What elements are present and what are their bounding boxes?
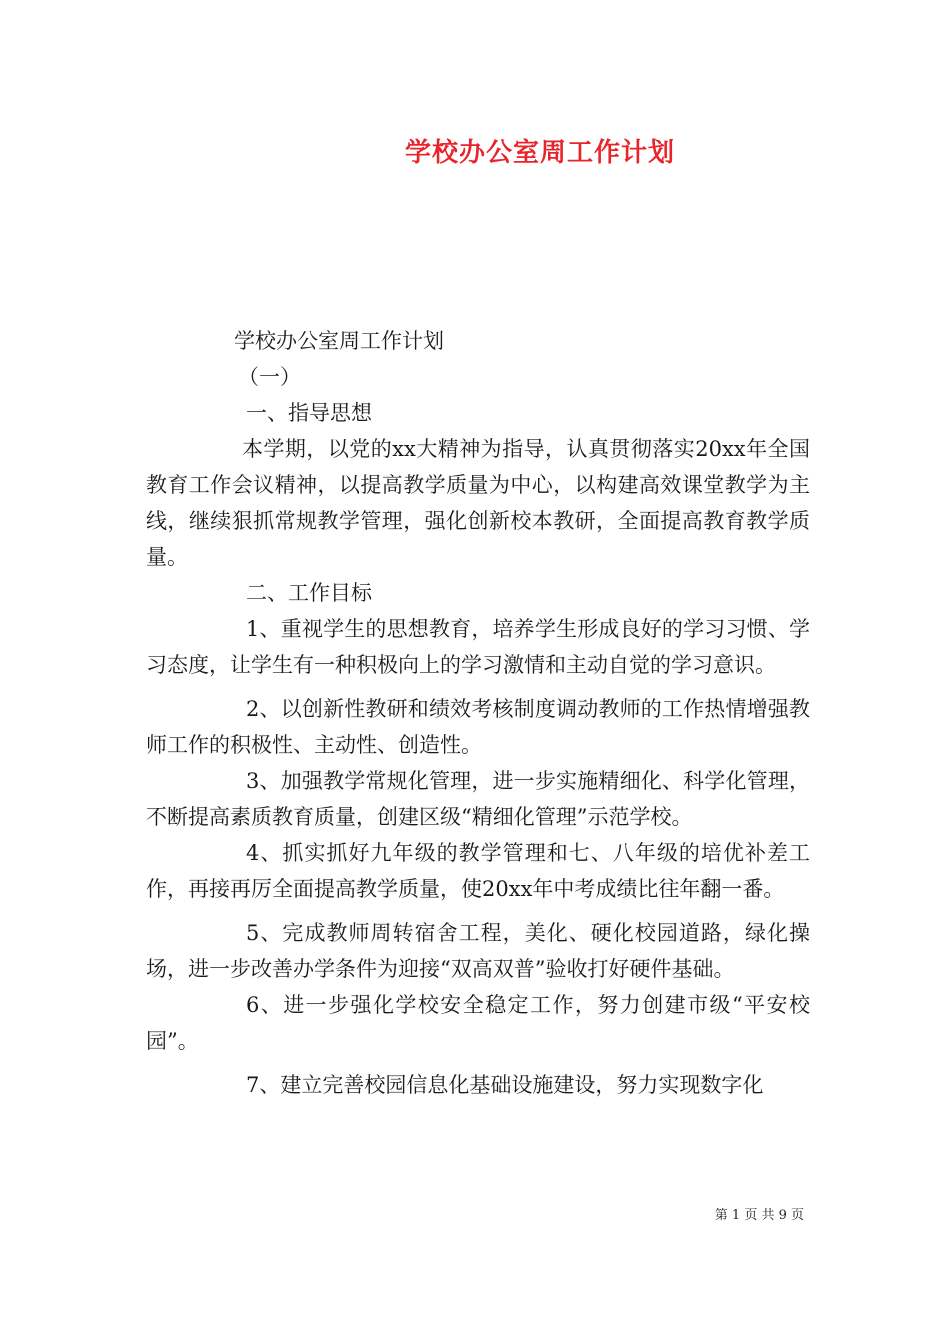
- goal-item: 2、以创新性教研和绩效考核制度调动教师的工作热情增强教师工作的积极性、主动性、创造性。: [146, 697, 810, 757]
- goal-item: 7、建立完善校园信息化基础设施建设，努力实现数字化: [246, 1073, 764, 1097]
- section-heading: 二、工作目标: [246, 581, 372, 605]
- document-title: 学校办公室周工作计划: [404, 138, 675, 168]
- goal-item: 3、加强教学常规化管理，进一步实施精细化、科学化管理，不断提高素质教育质量，创建区级“精细化管理”示范学校。: [146, 769, 810, 829]
- goal-item: 5、完成教师周转宿舍工程，美化、硬化校园道路，绿化操场，进一步改善办学条件为迎接“双高双普”验收打好硬件基础。: [146, 921, 810, 981]
- goal-item: 4、抓实抓好九年级的教学管理和七、八年级的培优补差工作，再接再厉全面提高教学质量，使20xx年中考成绩比往年翻一番。: [146, 841, 810, 901]
- document-subtitle: 学校办公室周工作计划: [234, 329, 444, 353]
- document-body: [146, 323, 810, 1103]
- section-heading: 一、指导思想: [246, 401, 372, 425]
- section-paragraph: 本学期，以党的xx大精神为指导，认真贯彻落实20xx年全国教育工作会议精神，以提高教学质量为中心，以构建高效课堂教学为主线，继续狠抓常规教学管理，强化创新校本教研，全面提高教育教学质量。: [146, 437, 810, 569]
- goal-item: 6、进一步强化学校安全稳定工作，努力创建市级“平安校园”。: [146, 993, 810, 1053]
- page-number: 第 1 页 共 9 页: [714, 1208, 804, 1223]
- part-marker: （一）: [238, 365, 301, 389]
- goal-item: 1、重视学生的思想教育，培养学生形成良好的学习习惯、学习态度，让学生有一种积极向上的学习激情和主动自觉的学习意识。: [146, 617, 810, 677]
